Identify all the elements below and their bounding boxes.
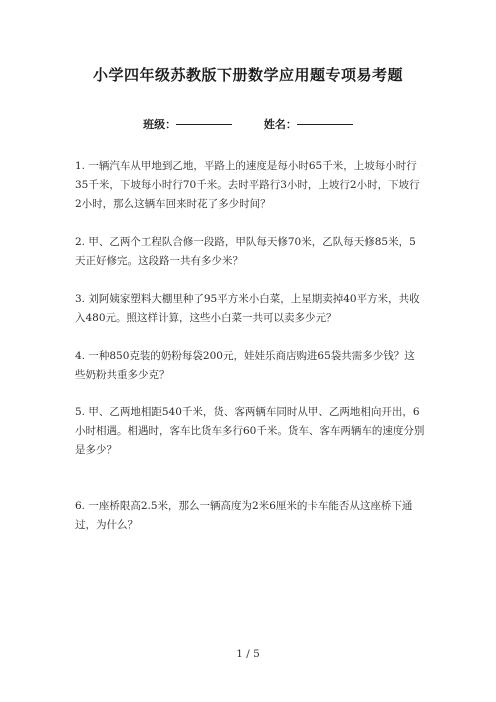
class-field: [143, 116, 232, 132]
class-label: 班级：: [143, 118, 177, 131]
student-info-row: [0, 116, 496, 132]
name-blank: [297, 124, 353, 125]
question-2: 2. 甲、乙两个工程队合修一段路，甲队每天修70米，乙队每天修85米，5天正好修完。这段路一共有多少米？: [75, 236, 416, 267]
question-3: 3. 刘阿姨家塑料大棚里种了95平方米小白菜，上星期卖掉40平方米，共收入480元。照这样计算，这些小白菜一共可以卖多少元？: [75, 293, 420, 324]
name-label: 姓名：: [263, 118, 297, 131]
question-6: 6. 一座桥限高2.5米，那么一辆高度为2米6厘米的卡车能否从这座桥下通过，为什么？: [75, 500, 413, 531]
name-field: [264, 116, 353, 132]
question-5: 5. 甲、乙两地相距540千米，货、客两辆车同时从甲、乙两地相向开出，6小时相遇。相遇时，客车比货车多行60千米。货车、客车两辆车的速度分别是多少？: [75, 406, 425, 456]
question-1: 1. 一辆汽车从甲地到乙地，平路上的速度是每小时65千米，上坡每小时行35千米，下坡每小时行70千米。去时平路行3小时，上坡行2小时，下坡行2小时，那么这辆车回来时花了多少时间？: [75, 160, 420, 210]
class-blank: [176, 124, 232, 125]
page-indicator: 1 / 5: [236, 648, 260, 660]
document-title: 小学四年级苏教版下册数学应用题专项易考题: [92, 66, 403, 84]
question-4: 4. 一种850克装的奶粉每袋200元，娃娃乐商店购进65袋共需多少钱？这些奶粉共重多少克？: [75, 350, 415, 381]
